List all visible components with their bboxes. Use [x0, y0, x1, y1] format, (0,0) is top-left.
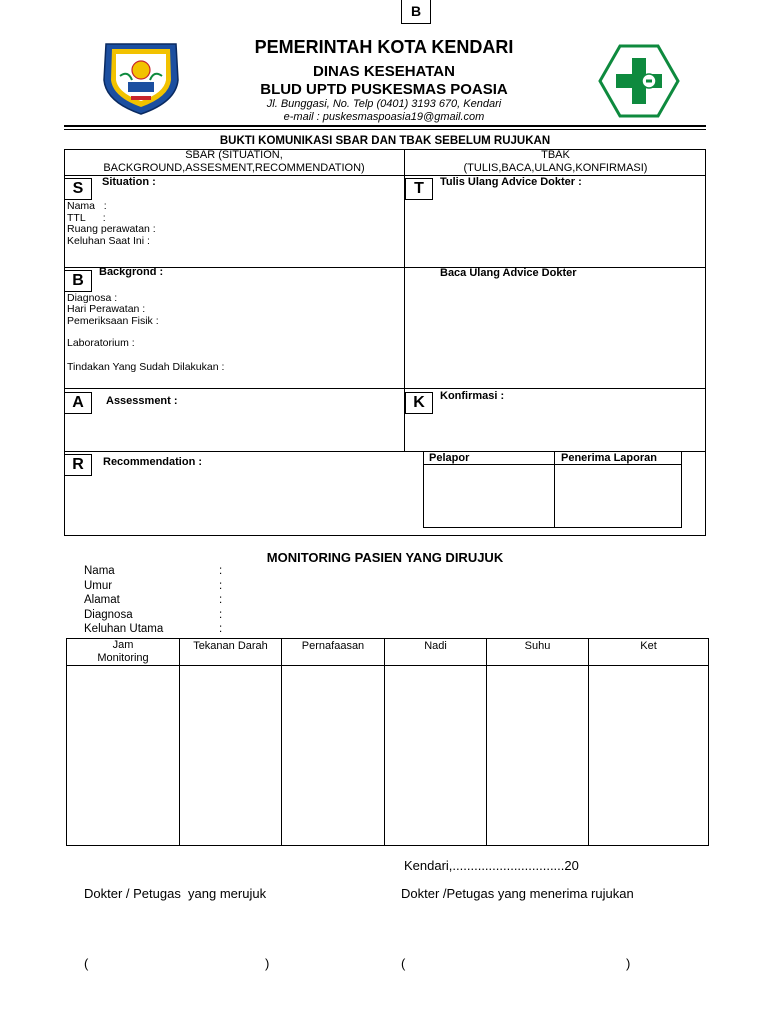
col-suhu: Suhu	[487, 639, 589, 666]
tulis-ulang-label: Tulis Ulang Advice Dokter :	[440, 176, 582, 188]
place-date: Kendari,...............................20	[404, 858, 579, 873]
col-ket: Ket	[589, 639, 709, 666]
k-letter-box: K	[405, 392, 433, 414]
t-letter-box: T	[405, 178, 433, 200]
monitoring-title: MONITORING PASIEN YANG DIRUJUK	[266, 550, 504, 565]
field-colon: :	[219, 594, 223, 606]
table-cell[interactable]	[385, 666, 487, 846]
background-field-tindakan: Tindakan Yang Sudah Dilakukan :	[67, 361, 225, 373]
table-cell[interactable]	[282, 666, 385, 846]
monitoring-field-umur: Umur :	[84, 579, 223, 592]
situation-field-keluhan: Keluhan Saat Ini :	[67, 235, 150, 247]
penerima-label: Penerima Laporan	[561, 452, 657, 464]
col-tekanan-darah: Tekanan Darah	[180, 639, 282, 666]
table-row	[67, 666, 709, 846]
table-cell[interactable]	[589, 666, 709, 846]
field-colon: :	[219, 623, 223, 635]
background-field-lab: Laboratorium :	[67, 337, 135, 349]
header-dept: DINAS KESEHATAN	[313, 63, 455, 80]
situation-label: Situation :	[102, 176, 156, 188]
table-cell[interactable]	[180, 666, 282, 846]
monitoring-fields	[84, 565, 284, 638]
left-sign-paren-close: )	[265, 956, 270, 971]
header-address: Jl. Bunggasi, No. Telp (0401) 3193 670, Kendari	[266, 98, 502, 110]
recommendation-label: Recommendation :	[103, 456, 203, 468]
konfirmasi-label: Konfirmasi :	[440, 390, 505, 402]
background-field-diagnosa: Diagnosa :	[67, 292, 118, 304]
situation-field-ttl: TTL :	[67, 212, 106, 224]
b-letter-box: B	[64, 270, 92, 292]
field-colon: :	[219, 608, 223, 621]
puskesmas-logo	[598, 44, 680, 118]
situation-field-nama: Nama :	[67, 200, 107, 212]
r-letter-box: R	[64, 454, 92, 476]
col-pernafasan: Pernafaasan	[282, 639, 385, 666]
monitoring-field-keluhan: Keluhan Utama :	[84, 623, 223, 635]
field-colon: :	[219, 565, 223, 577]
baca-ulang-label: Baca Ulang Advice Dokter	[440, 267, 577, 279]
right-sign-paren-open: (	[401, 956, 406, 971]
header-rule-thick	[64, 125, 706, 127]
monitoring-field-alamat: Alamat :	[84, 594, 223, 606]
right-sign-paren-close: )	[626, 956, 631, 971]
s-letter-box: S	[64, 178, 92, 200]
col-jam-monitoring: Jam Monitoring	[67, 639, 180, 666]
sbar-title: BUKTI KOMUNIKASI SBAR DAN TBAK SEBELUM RUJUKAN	[219, 135, 551, 147]
pelapor-label: Pelapor	[429, 452, 470, 464]
field-colon: :	[219, 579, 223, 592]
sbar-row-rule-2	[64, 388, 706, 389]
sbar-left-head-1: SBAR (SITUATION,	[185, 149, 283, 161]
background-field-hari: Hari Perawatan :	[67, 303, 146, 315]
right-signature-label: Dokter /Petugas yang menerima rujukan	[401, 886, 634, 901]
left-signature-label: Dokter / Petugas yang merujuk	[84, 886, 267, 901]
a-letter-box: A	[64, 392, 92, 414]
form-code: B	[410, 3, 422, 19]
kendari-seal-logo	[98, 40, 184, 116]
sbar-right-head-1: TBAK	[541, 149, 570, 161]
header-email: e-mail : puskesmaspoasia19@gmail.com	[283, 111, 485, 123]
background-label: Backgrond :	[99, 266, 164, 278]
assessment-label: Assessment :	[106, 395, 178, 407]
table-cell[interactable]	[487, 666, 589, 846]
col-nadi: Nadi	[385, 639, 487, 666]
signature-table-head-rule	[423, 464, 682, 465]
header-gov: PEMERINTAH KOTA KENDARI	[254, 37, 514, 57]
sbar-head-rule	[64, 175, 706, 176]
situation-field-ruang: Ruang perawatan :	[67, 223, 156, 235]
background-field-fisik: Pemeriksaan Fisik :	[67, 315, 159, 327]
monitoring-field-diagnosa: Diagnosa :	[84, 608, 223, 621]
header-rule-thin	[64, 129, 706, 130]
header-unit: BLUD UPTD PUSKESMAS POASIA	[260, 81, 508, 98]
form-code-box	[401, 0, 431, 24]
sbar-left-head-2: BACKGROUND,ASSESMENT,RECOMMENDATION)	[103, 162, 365, 174]
sbar-right-head-2: (TULIS,BACA,ULANG,KONFIRMASI)	[463, 162, 648, 174]
left-sign-paren-open: (	[84, 956, 89, 971]
monitoring-field-nama: Nama :	[84, 565, 223, 577]
signature-table-divider	[554, 451, 555, 528]
table-cell[interactable]	[67, 666, 180, 846]
monitoring-table	[66, 638, 709, 846]
